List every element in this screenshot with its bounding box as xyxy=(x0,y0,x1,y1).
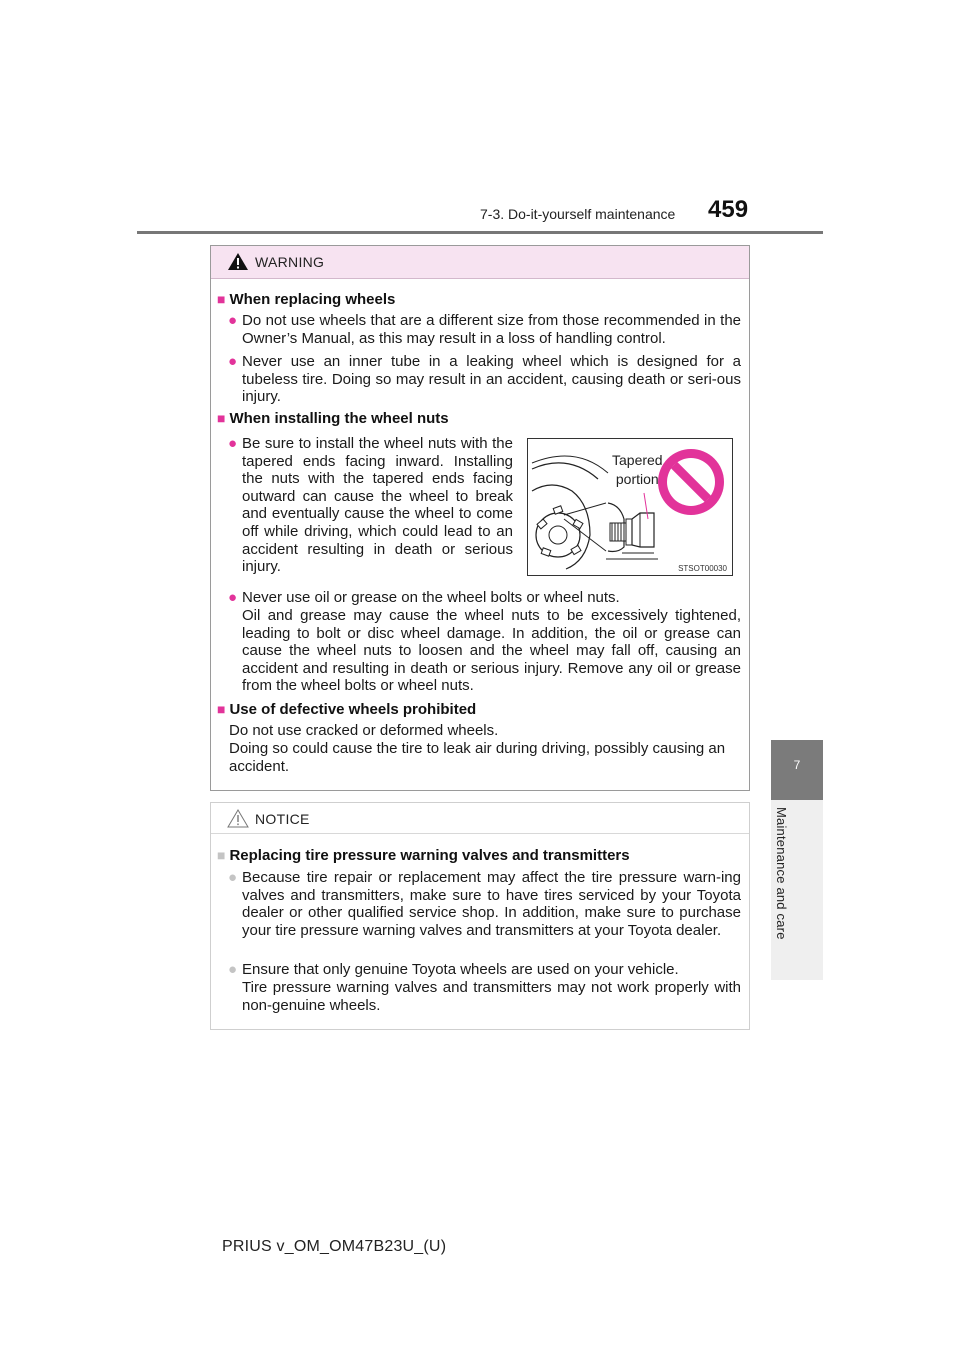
notice-title: NOTICE xyxy=(255,811,310,827)
notice-bullet-continued: Tire pressure warning valves and transmitters may not work properly with non-genuine wheels. xyxy=(242,979,741,1014)
caution-triangle-icon xyxy=(227,809,249,828)
chapter-tab[interactable] xyxy=(771,740,823,800)
bullet-dot-icon: ● xyxy=(228,353,238,370)
chapter-label: Maintenance and care xyxy=(774,807,789,940)
warning-section-heading: ■ When replacing wheels xyxy=(217,291,396,308)
wheel-nut-figure xyxy=(527,438,733,576)
square-bullet-icon: ■ xyxy=(217,410,226,426)
page-number: 459 xyxy=(708,196,749,223)
figure-code: STSOT00030 xyxy=(678,564,727,573)
warning-section-heading: ■ When installing the wheel nuts xyxy=(217,410,449,427)
chapter-number: 7 xyxy=(793,758,801,772)
notice-header xyxy=(211,803,749,834)
warning-bullet: ● Be sure to install the wheel nuts with the tapered ends facing inward. Installing the nuts with the tapered ends facing outward can cause the wheel to break and eventually cause the wheel to come off while driving, which could lead to an accident resulting in death or serious injury. xyxy=(228,435,513,576)
warning-bullet: ● Do not use wheels that are a different size from those recommended in the Owner’s Manual, as this may result in a loss of handling control. xyxy=(228,312,741,347)
footer-model-code: PRIUS v_OM_OM47B23U_(U) xyxy=(222,1238,447,1255)
warning-section-heading: ■ Use of defective wheels prohibited xyxy=(217,701,477,718)
notice-bullet: ● Because tire repair or replacement may affect the tire pressure warn-ing valves and transmitters, make sure to have tires serviced by your Toyota dealer or other qualified service shop. In addition, make sure to purchase your tire pressure warning valves and transmitters at your Toyota dealer. xyxy=(228,869,741,939)
bullet-dot-icon: ● xyxy=(228,435,238,452)
bullet-dot-icon: ● xyxy=(228,961,238,978)
tapered-portion-label: Tapered portion xyxy=(612,452,663,487)
warning-bullet: ● Never use an inner tube in a leaking wheel which is designed for a tubeless tire. Doing so may result in an accident, causing death or seri-ous injury. xyxy=(228,353,741,406)
warning-bullet: ● Never use oil or grease on the wheel bolts or wheel nuts. xyxy=(228,589,620,606)
bullet-dot-icon: ● xyxy=(228,589,238,606)
warning-triangle-icon xyxy=(227,252,249,271)
square-bullet-icon: ■ xyxy=(217,291,226,307)
warning-title: WARNING xyxy=(255,254,325,270)
bullet-dot-icon: ● xyxy=(228,869,238,886)
notice-box xyxy=(210,802,750,1030)
section-title: 7-3. Do-it-yourself maintenance xyxy=(480,206,676,222)
square-bullet-icon: ■ xyxy=(217,701,226,717)
warning-text: Doing so could cause the tire to leak air during driving, possibly causing an accident. xyxy=(229,740,726,775)
warning-header xyxy=(211,246,749,279)
notice-bullet: ● Ensure that only genuine Toyota wheels are used on your vehicle. xyxy=(228,961,679,978)
notice-section-heading: ■ Replacing tire pressure warning valves and transmitters xyxy=(217,847,630,864)
warning-text: Do not use cracked or deformed wheels. xyxy=(229,722,499,739)
header-rule xyxy=(137,231,823,234)
square-bullet-icon: ■ xyxy=(217,847,226,863)
warning-box xyxy=(210,245,750,791)
bullet-dot-icon: ● xyxy=(228,312,238,329)
warning-bullet-continued: Oil and grease may cause the wheel nuts to be excessively tightened, leading to bolt or disc wheel damage. In addition, the oil or grease can cause the wheel nuts to loosen and the wheel may fall off, causing an accident and resulting in death or serious injury. Remove any oil or grease from the wheel bolts or wheel nuts. xyxy=(242,607,741,695)
